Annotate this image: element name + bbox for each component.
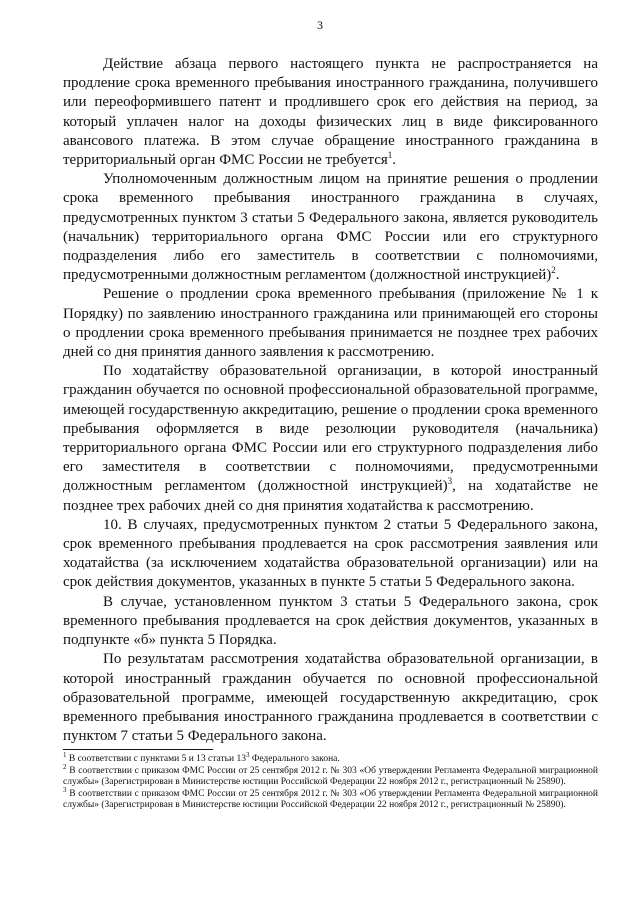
footnote-text: В соответствии с приказом ФМС России от 25 сентября 2012 г. № 303 «Об утверждении Регламента Федеральной миграционной службы» (Зарегистрирован в Министерстве юстиции Российской Федерации 22 ноября 2012 г., регистрационный № 25890). [63,788,598,811]
paragraph-3 [63,285,598,362]
paragraph-5 [63,516,598,593]
paragraph-text: Решение о продлении срока временного пребывания (приложение № 1 к Порядку) по заявлению иностранного гражданина или принимающей его стороны о продлении срока временного пребывания принимается не позднее трех рабочих дней со дня принятия данного заявления к рассмотрению. [63,286,598,361]
paragraph-1 [63,55,598,170]
footnotes [63,750,598,812]
paragraph-text: По ходатайству образовательной организации, в которой иностранный гражданин обучается по основной профессиональной образовательной программе, имеющей государственную аккредитацию, решение о продлении срока временного пребывания оформляется в виде резолюции руководителя (начальника) территориального органа ФМС России или его структурного подразделения либо его заместителя в соответствии с полномочиями, предусмотренными должностным регламентом (должностной инструкцией) [63,363,598,495]
paragraph-text: 10. В случаях, предусмотренных пунктом 2 статьи 5 Федерального закона, срок временного пребывания продлевается на срок рассмотрения заявления или ходатайства (за исключением ходатайства образовательной организации) или на срок действия документов, указанных в пункте 5 статьи 5 Федерального закона. [63,516,598,591]
paragraph-text: В случае, установленном пунктом 3 статьи 5 Федерального закона, срок временного пребывания продлевается на срок действия документов, указанных в подпункте «б» пункта 5 Порядка. [63,593,598,649]
footnote-ref: 2 [551,265,556,276]
footnote-ref: 1 [387,150,393,161]
footnote-divider [63,749,213,750]
paragraph-text: Действие абзаца первого настоящего пункта не распространяется на продление срока временного пребывания иностранного гражданина, получившего или переоформившего патент и продлившего срок его действия на период, за который уплачен налог на доходы физических лиц в виде фиксированного авансового платежа. В этом случае обращение иностранного гражданина в территориальный орган ФМС России не требуется [63,56,598,169]
paragraph-6 [63,593,598,651]
footnote-1 [63,750,598,766]
paragraph-tail: , на ходатайстве не позднее трех рабочих дней со дня принятия ходатайства к рассмотрению. [63,478,598,514]
body-text [63,55,598,746]
footnote-mark: 2 [63,762,67,771]
footnote-text: В соответствии с пунктами 5 и 13 статьи 13 [66,754,246,764]
paragraph-tail: . [555,267,560,284]
paragraph-2 [63,170,598,285]
paragraph-text: По результатам рассмотрения ходатайства образовательной организации, в которой иностранный гражданин обучается по основной профессиональной образовательной программе, имеющей государственную аккредитацию, срок временного пребывания иностранного гражданина продлевается в соответствии с пунктом 7 статьи 5 Федерального закона. [63,651,598,745]
footnote-2 [63,762,598,789]
page-number: 3 [317,18,323,32]
footnote-text: В соответствии с приказом ФМС России от 25 сентября 2012 г. № 303 «Об утверждении Регламента Федеральной миграционной службы» (Зарегистрирован в Министерстве юстиции Российской Федерации 22 ноября 2012 г., регистрационный № 25890). [63,765,598,788]
footnote-tail: Федерального закона. [249,754,340,764]
paragraph-7 [63,650,598,746]
paragraph-text: Уполномоченным должностным лицом на принятие решения о продлении срока временного пребывания иностранного гражданина в случаях, предусмотренных пунктом 3 статьи 5 Федерального закона, является руководитель (начальник) территориального органа ФМС России или его структурного подразделения либо его заместитель в соответствии с полномочиями, предусмотренными должностным регламентом (должностной инструкцией) [63,171,598,284]
footnote-inner-sup: 3 [245,750,250,759]
footnote-ref: 3 [447,476,453,487]
footnote-mark: 1 [63,750,67,759]
paragraph-4 [63,362,598,516]
paragraph-tail: . [392,152,397,169]
footnote-mark: 3 [63,785,67,794]
footnote-3 [63,785,598,812]
